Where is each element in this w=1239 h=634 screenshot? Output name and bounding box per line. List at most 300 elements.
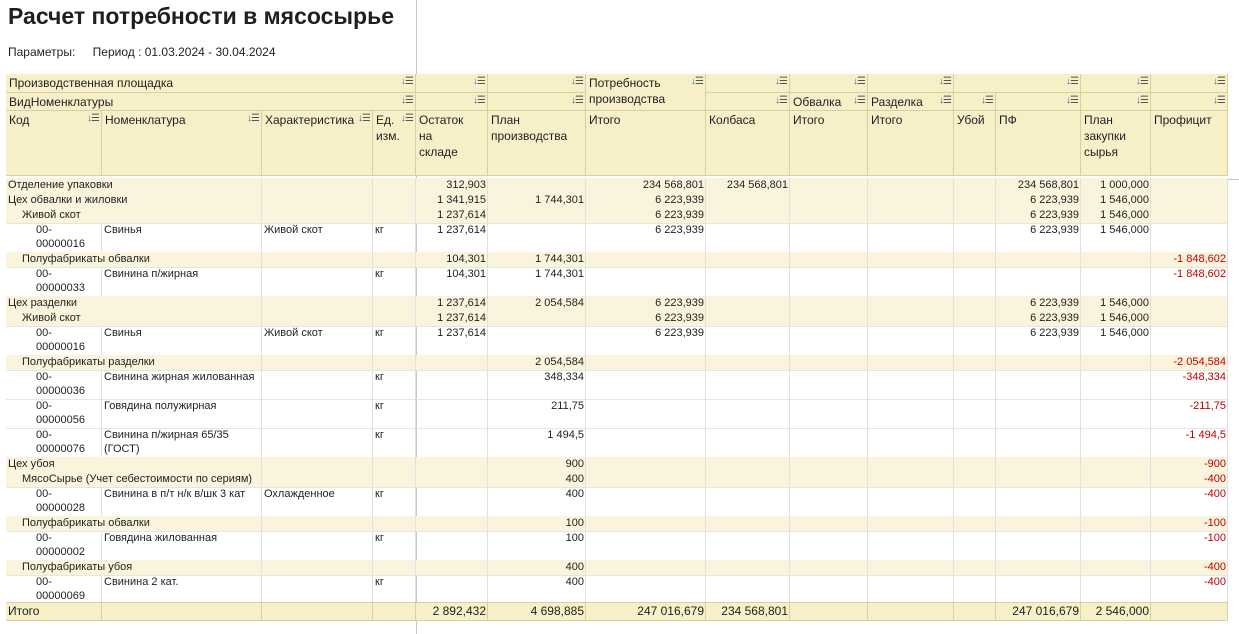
item-unit: кг xyxy=(375,532,384,544)
column-production-need[interactable] xyxy=(586,74,706,111)
column-separator xyxy=(415,428,416,457)
column-separator xyxy=(789,516,790,531)
column-separator xyxy=(1080,326,1081,355)
plan-value: 400 xyxy=(565,576,584,588)
column-separator xyxy=(953,178,954,193)
column-separator xyxy=(261,457,262,472)
column-separator xyxy=(1227,516,1228,531)
column-separator xyxy=(1080,457,1081,472)
column-pf-kind[interactable] xyxy=(996,93,1081,111)
column-separator xyxy=(789,311,790,326)
group-name: Полуфабрикаты обвалки xyxy=(22,253,150,265)
column-separator xyxy=(372,399,373,428)
group-row[interactable] xyxy=(6,560,1228,576)
column-separator xyxy=(1080,575,1081,604)
item-code: 00-00000056 xyxy=(36,400,85,426)
column-separator xyxy=(789,370,790,399)
plan-value: 400 xyxy=(565,473,584,485)
column-separator xyxy=(1150,193,1151,208)
column-stock-group[interactable] xyxy=(416,74,488,93)
column-separator xyxy=(487,178,488,193)
column-slaughter[interactable] xyxy=(954,111,996,176)
pf-value: 6 223,939 xyxy=(1030,297,1079,309)
column-separator xyxy=(995,311,996,326)
pf-value: 6 223,939 xyxy=(1030,224,1079,236)
column-separator xyxy=(789,223,790,252)
column-separator xyxy=(995,560,996,575)
column-separator xyxy=(789,252,790,267)
column-separator xyxy=(1150,223,1151,252)
item-unit: кг xyxy=(375,488,384,500)
column-separator xyxy=(867,326,868,355)
column-separator xyxy=(261,560,262,575)
column-purchase-plan[interactable] xyxy=(1081,111,1151,176)
column-separator xyxy=(867,252,868,267)
column-plan-kind[interactable] xyxy=(488,93,586,111)
column-separator xyxy=(487,252,488,267)
sort-icon[interactable]: ↓☰ xyxy=(775,95,787,106)
column-separator xyxy=(261,208,262,223)
column-separator xyxy=(101,575,102,604)
column-separator xyxy=(487,487,488,516)
column-separator xyxy=(101,267,102,296)
column-separator xyxy=(101,603,102,620)
purchase-value: 1 546,000 xyxy=(1100,209,1149,221)
column-boning-total-label: Итого xyxy=(793,113,825,127)
purchase-value: 1 546,000 xyxy=(1100,297,1149,309)
column-separator xyxy=(705,575,706,604)
column-separator xyxy=(1227,399,1228,428)
sort-icon[interactable]: ↓☰ xyxy=(853,76,865,87)
pf-value: 6 223,939 xyxy=(1030,194,1079,206)
column-separator xyxy=(789,178,790,193)
sort-icon[interactable]: ↓☰ xyxy=(473,95,485,106)
column-separator xyxy=(1227,370,1228,399)
item-characteristic: Охлажденное xyxy=(264,488,335,500)
column-separator xyxy=(585,296,586,311)
column-characteristic-label: Характеристика xyxy=(265,113,355,127)
column-separator xyxy=(1080,208,1081,223)
column-separator xyxy=(585,603,586,620)
sort-icon[interactable]: ↓☰ xyxy=(1213,95,1225,106)
pf-value: 234 568,801 xyxy=(1017,179,1079,191)
grand-total-pf: 247 016,679 xyxy=(1012,604,1079,618)
column-separator xyxy=(585,267,586,296)
column-separator xyxy=(261,193,262,208)
column-separator xyxy=(261,252,262,267)
column-separator xyxy=(1080,531,1081,560)
table-row[interactable] xyxy=(6,267,1228,297)
column-separator xyxy=(995,296,996,311)
plan-value: 1 744,301 xyxy=(535,253,584,265)
group-row[interactable] xyxy=(6,178,1228,194)
column-separator xyxy=(415,487,416,516)
column-separator xyxy=(1080,370,1081,399)
column-separator xyxy=(261,370,262,399)
column-separator xyxy=(487,355,488,370)
column-sausage-kind[interactable] xyxy=(706,93,790,111)
column-stock[interactable] xyxy=(416,111,488,176)
column-pf-group[interactable] xyxy=(954,74,1081,93)
column-separator xyxy=(953,487,954,516)
surplus-value: -400 xyxy=(1203,488,1226,500)
column-separator xyxy=(1080,603,1081,620)
column-separator xyxy=(867,560,868,575)
column-separator xyxy=(415,355,416,370)
group-name: Полуфабрикаты убоя xyxy=(22,561,133,573)
column-separator xyxy=(995,370,996,399)
column-separator xyxy=(867,428,868,457)
item-name: Свинина п/жирная xyxy=(104,268,199,280)
column-separator xyxy=(1227,311,1228,326)
item-unit: кг xyxy=(375,224,384,236)
column-separator xyxy=(953,399,954,428)
column-separator xyxy=(1227,560,1228,575)
column-separator xyxy=(585,223,586,252)
column-stock-label: Остаток на складе xyxy=(419,113,464,159)
column-separator xyxy=(487,370,488,399)
group-row[interactable] xyxy=(6,193,1228,209)
column-separator xyxy=(953,296,954,311)
column-separator xyxy=(705,355,706,370)
column-separator xyxy=(1227,472,1228,487)
column-sausage-group[interactable] xyxy=(706,74,790,93)
column-unit-label: Ед. изм. xyxy=(376,113,400,143)
column-separator xyxy=(705,428,706,457)
group-row[interactable] xyxy=(6,472,1228,488)
column-separator xyxy=(1227,252,1228,267)
column-separator xyxy=(1227,178,1228,193)
sort-icon[interactable]: ↓☰ xyxy=(358,113,370,124)
item-name: Свинина 2 кат. xyxy=(104,576,179,588)
group-row[interactable] xyxy=(6,296,1228,312)
table-row[interactable] xyxy=(6,575,1228,605)
column-nomenclature[interactable] xyxy=(102,111,262,176)
column-separator xyxy=(1227,193,1228,208)
column-code-label: Код xyxy=(9,113,30,127)
column-separator xyxy=(415,457,416,472)
column-boning-total[interactable] xyxy=(790,111,868,176)
column-separator xyxy=(867,603,868,620)
column-separator xyxy=(789,296,790,311)
sort-icon[interactable]: ↓☰ xyxy=(473,76,485,87)
column-separator xyxy=(867,516,868,531)
column-separator xyxy=(995,457,996,472)
column-surplus-group[interactable] xyxy=(1151,74,1228,93)
column-separator xyxy=(1080,399,1081,428)
table-row[interactable] xyxy=(6,399,1228,429)
column-separator xyxy=(415,267,416,296)
surplus-value: -211,75 xyxy=(1189,400,1226,412)
column-separator xyxy=(585,311,586,326)
column-separator xyxy=(867,575,868,604)
table-row[interactable] xyxy=(6,370,1228,400)
group-row[interactable] xyxy=(6,252,1228,268)
column-separator xyxy=(487,311,488,326)
report-parameters xyxy=(8,45,276,59)
purchase-value: 1 546,000 xyxy=(1100,312,1149,324)
sort-icon[interactable]: ↓☰ xyxy=(1213,76,1225,87)
column-nomenclature-kind[interactable] xyxy=(6,93,416,111)
plan-value: 400 xyxy=(565,561,584,573)
column-separator xyxy=(585,457,586,472)
column-pf[interactable] xyxy=(996,111,1081,176)
column-separator xyxy=(585,531,586,560)
period-value: Период : 01.03.2024 - 30.04.2024 xyxy=(92,45,276,59)
group-row[interactable] xyxy=(6,457,1228,473)
plan-value: 1 744,301 xyxy=(535,194,584,206)
stock-value: 104,301 xyxy=(446,253,486,265)
column-separator xyxy=(261,355,262,370)
column-separator xyxy=(1150,428,1151,457)
stock-value: 1 237,614 xyxy=(437,297,486,309)
column-unit[interactable] xyxy=(373,111,416,176)
need-total-value: 6 223,939 xyxy=(655,297,704,309)
stock-value: 104,301 xyxy=(446,268,486,280)
column-separator xyxy=(487,531,488,560)
surplus-value: -1 494,5 xyxy=(1185,429,1226,441)
item-unit: кг xyxy=(375,268,384,280)
table-row[interactable] xyxy=(6,326,1228,356)
column-cutting-total[interactable] xyxy=(868,111,954,176)
group-name: Отделение упаковки xyxy=(8,179,113,191)
column-separator xyxy=(1080,267,1081,296)
column-separator xyxy=(372,326,373,355)
column-separator xyxy=(487,516,488,531)
column-separator xyxy=(372,575,373,604)
column-separator xyxy=(585,355,586,370)
sort-icon[interactable]: ↓☰ xyxy=(853,95,865,106)
group-row[interactable] xyxy=(6,516,1228,532)
sort-icon[interactable]: ↓☰ xyxy=(981,95,993,106)
column-separator xyxy=(867,193,868,208)
column-separator xyxy=(995,575,996,604)
item-characteristic: Живой скот xyxy=(264,327,323,339)
sort-icon[interactable]: ↓☰ xyxy=(571,95,583,106)
purchase-value: 1 546,000 xyxy=(1100,327,1149,339)
column-separator xyxy=(953,472,954,487)
column-separator xyxy=(1227,223,1228,252)
column-separator xyxy=(953,193,954,208)
column-separator xyxy=(705,252,706,267)
column-separator xyxy=(261,178,262,193)
column-cutting-total-label: Итого xyxy=(871,113,903,127)
report-title: Расчет потребности в мясосырье xyxy=(8,3,395,29)
column-production-area[interactable] xyxy=(6,74,416,93)
column-separator xyxy=(789,208,790,223)
column-separator xyxy=(487,428,488,457)
column-purchase-plan-label: План закупки сырья xyxy=(1084,113,1127,159)
sort-icon[interactable]: ↓☰ xyxy=(401,76,413,87)
column-separator xyxy=(101,223,102,252)
column-separator xyxy=(789,326,790,355)
column-separator xyxy=(705,516,706,531)
column-surplus-label: Профицит xyxy=(1154,113,1212,127)
surplus-value: -1 848,602 xyxy=(1173,268,1226,280)
sort-icon[interactable]: ↓☰ xyxy=(571,76,583,87)
column-separator xyxy=(585,208,586,223)
column-separator xyxy=(953,575,954,604)
sort-icon[interactable]: ↓☰ xyxy=(401,95,413,106)
column-separator xyxy=(487,457,488,472)
stock-value: 1 237,614 xyxy=(437,312,486,324)
column-cutting[interactable] xyxy=(868,93,954,111)
column-separator xyxy=(1080,472,1081,487)
surplus-value: -100 xyxy=(1203,517,1226,529)
column-separator xyxy=(789,531,790,560)
column-separator xyxy=(995,516,996,531)
column-separator xyxy=(953,208,954,223)
column-separator xyxy=(372,487,373,516)
sort-icon[interactable]: ↓☰ xyxy=(1066,76,1078,87)
column-production-area-label: Производственная площадка xyxy=(9,76,174,90)
item-name: Свинья xyxy=(104,224,142,236)
column-separator xyxy=(1080,223,1081,252)
column-separator xyxy=(953,311,954,326)
column-separator xyxy=(995,326,996,355)
surplus-value: -348,334 xyxy=(1182,371,1226,383)
sort-icon[interactable]: ↓☰ xyxy=(1066,95,1078,106)
surplus-value: -400 xyxy=(1203,576,1226,588)
column-surplus-kind[interactable] xyxy=(1151,93,1228,111)
table-row[interactable] xyxy=(6,531,1228,561)
column-purchase-kind[interactable] xyxy=(1081,93,1151,111)
sort-icon[interactable]: ↓☰ xyxy=(939,95,951,106)
sort-icon[interactable]: ↓☰ xyxy=(939,76,951,87)
column-need-total[interactable] xyxy=(586,111,706,176)
column-separator xyxy=(1080,487,1081,516)
column-separator xyxy=(867,311,868,326)
column-boning-label: Обвалка xyxy=(793,95,842,109)
column-separator xyxy=(487,223,488,252)
column-separator xyxy=(261,531,262,560)
column-separator xyxy=(1150,399,1151,428)
sort-icon[interactable]: ↓☰ xyxy=(775,76,787,87)
column-separator xyxy=(487,208,488,223)
column-separator xyxy=(372,311,373,326)
grand-total-row[interactable] xyxy=(6,602,1228,621)
column-separator xyxy=(101,487,102,516)
column-separator xyxy=(261,472,262,487)
item-code: 00-00000016 xyxy=(36,224,85,250)
column-separator xyxy=(867,399,868,428)
column-separator xyxy=(487,575,488,604)
sort-icon[interactable]: ↓☰ xyxy=(247,113,259,124)
column-separator xyxy=(953,516,954,531)
group-name: Живой скот xyxy=(22,312,81,324)
column-separator xyxy=(867,531,868,560)
grand-total-plan: 4 698,885 xyxy=(530,604,584,618)
column-separator xyxy=(867,457,868,472)
sort-icon[interactable]: ↓☰ xyxy=(691,76,703,87)
column-separator xyxy=(415,252,416,267)
column-separator xyxy=(1080,516,1081,531)
plan-value: 348,334 xyxy=(544,371,584,383)
group-row[interactable] xyxy=(6,311,1228,327)
table-row[interactable] xyxy=(6,428,1228,458)
column-separator xyxy=(953,355,954,370)
column-separator xyxy=(789,487,790,516)
column-sausage[interactable] xyxy=(706,111,790,176)
table-row[interactable] xyxy=(6,223,1228,253)
column-separator xyxy=(995,193,996,208)
group-row[interactable] xyxy=(6,208,1228,224)
column-separator xyxy=(1080,355,1081,370)
column-separator xyxy=(415,178,416,193)
column-separator xyxy=(585,428,586,457)
sort-icon[interactable]: ↓☰ xyxy=(1136,76,1148,87)
column-boning[interactable] xyxy=(790,93,868,111)
sort-icon[interactable]: ↓☰ xyxy=(1136,95,1148,106)
column-boning-group[interactable] xyxy=(790,74,868,93)
column-separator xyxy=(372,457,373,472)
column-separator xyxy=(705,603,706,620)
group-name: МясоСырье (Учет себестоимости по сериям) xyxy=(22,473,253,485)
group-name: Цех обвалки и жиловки xyxy=(8,194,128,206)
column-separator xyxy=(261,516,262,531)
item-code: 00-00000036 xyxy=(36,371,85,397)
column-separator xyxy=(261,487,262,516)
plan-value: 900 xyxy=(565,458,584,470)
column-purchase-group[interactable] xyxy=(1081,74,1151,93)
column-code[interactable] xyxy=(6,111,102,176)
column-separator xyxy=(372,516,373,531)
column-separator xyxy=(415,208,416,223)
column-separator xyxy=(372,193,373,208)
pf-value: 6 223,939 xyxy=(1030,327,1079,339)
column-separator xyxy=(101,399,102,428)
table-row[interactable] xyxy=(6,487,1228,517)
column-separator xyxy=(487,267,488,296)
column-separator xyxy=(789,355,790,370)
column-cutting-group[interactable] xyxy=(868,74,954,93)
stock-value: 1 237,614 xyxy=(437,224,486,236)
column-surplus[interactable] xyxy=(1151,111,1228,176)
sort-icon[interactable]: ↓☰ xyxy=(87,113,99,124)
sort-icon[interactable]: ↓☰ xyxy=(401,113,413,124)
column-separator xyxy=(995,252,996,267)
column-plan[interactable] xyxy=(488,111,586,176)
column-plan-group[interactable] xyxy=(488,74,586,93)
column-characteristic[interactable] xyxy=(262,111,373,176)
column-separator xyxy=(1227,428,1228,457)
column-separator xyxy=(1080,560,1081,575)
column-separator xyxy=(867,472,868,487)
column-separator xyxy=(705,399,706,428)
column-separator xyxy=(415,223,416,252)
column-separator xyxy=(415,311,416,326)
column-separator xyxy=(1150,326,1151,355)
pf-value: 6 223,939 xyxy=(1030,312,1079,324)
column-separator xyxy=(1150,370,1151,399)
column-stock-kind[interactable] xyxy=(416,93,488,111)
group-row[interactable] xyxy=(6,355,1228,371)
column-separator xyxy=(995,399,996,428)
column-separator xyxy=(415,516,416,531)
column-separator xyxy=(995,267,996,296)
item-name: Свинина жирная жилованная xyxy=(104,371,255,383)
column-separator xyxy=(705,531,706,560)
column-separator xyxy=(415,560,416,575)
column-separator xyxy=(1150,296,1151,311)
column-separator xyxy=(867,370,868,399)
column-slaughter-kind[interactable] xyxy=(954,93,996,111)
column-separator xyxy=(995,531,996,560)
column-separator xyxy=(585,516,586,531)
column-separator xyxy=(1150,560,1151,575)
column-sausage-label: Колбаса xyxy=(709,113,756,127)
column-separator xyxy=(1150,575,1151,604)
